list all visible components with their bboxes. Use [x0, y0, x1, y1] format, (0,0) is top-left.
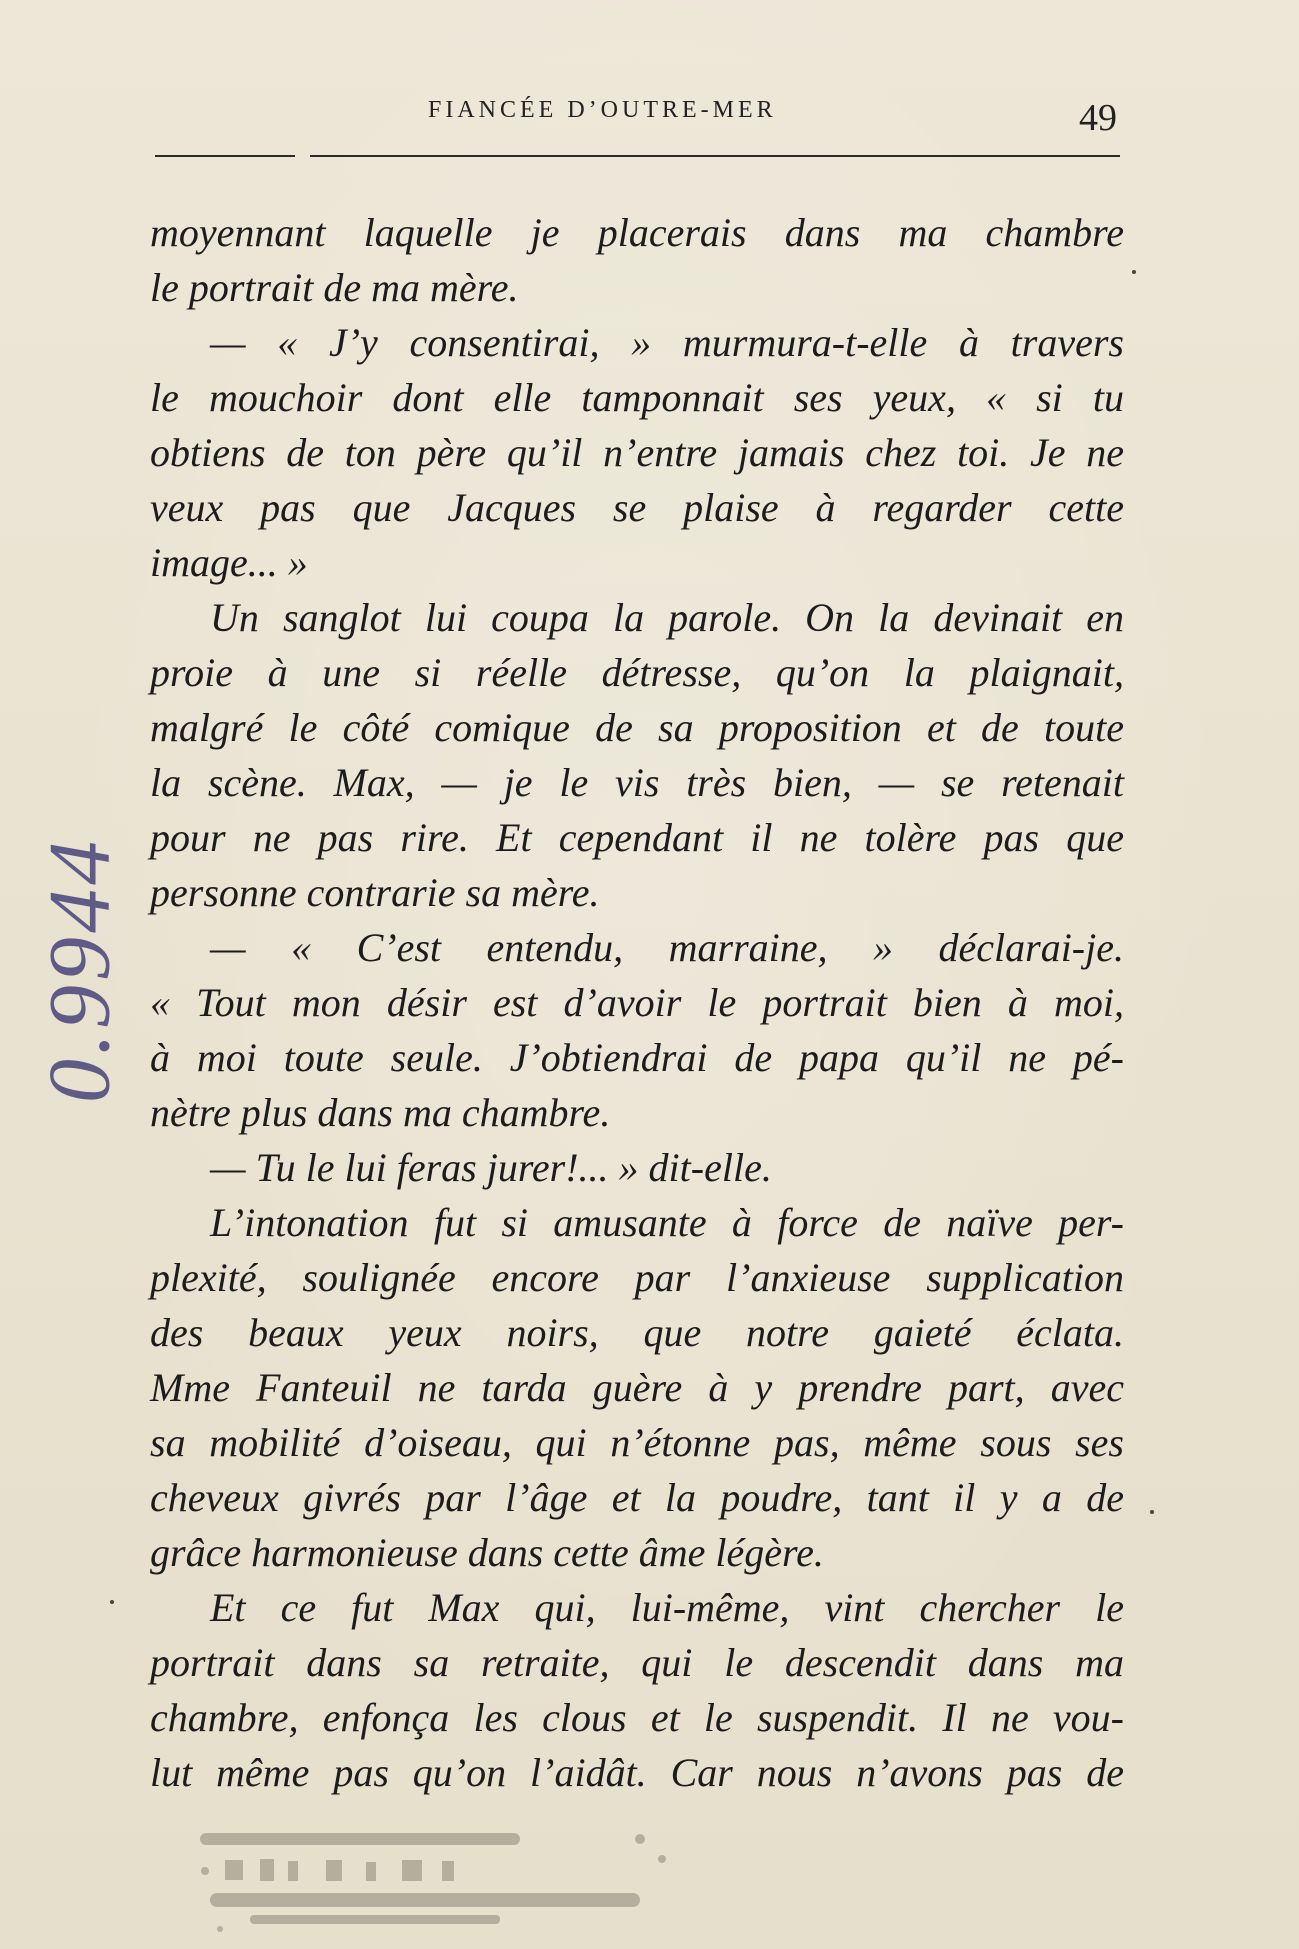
margin-note-text: 0.9944 [31, 837, 129, 1103]
running-title: FIANCÉE D’OUTRE-MER [428, 97, 777, 123]
header-rule-left [155, 155, 295, 157]
text-line: Et ce fut Max qui, lui-même, vint chercher le [210, 1585, 1124, 1630]
page-number: 49 [1079, 97, 1117, 139]
text-line: Mme Fanteuil ne tarda guère à y prendre part, avec [150, 1365, 1124, 1410]
text-line: image... » [150, 540, 308, 585]
handwritten-margin-note [31, 820, 129, 1120]
text-line: « Tout mon désir est d’avoir le portrait bien à moi, [150, 980, 1124, 1025]
text-line: cheveux givrés par l’âge et la poudre, tant il y a de [150, 1475, 1124, 1520]
text-line: portrait dans sa retraite, qui le descendit dans ma [150, 1640, 1124, 1685]
text-line: chambre, enfonça les clous et le suspendit. Il ne vou- [150, 1695, 1124, 1740]
text-line: malgré le côté comique de sa proposition et de toute [150, 705, 1124, 750]
stamp-graphic [190, 1815, 680, 1940]
text-line: le portrait de ma mère. [150, 265, 519, 310]
text-line: L’intonation fut si amusante à force de naïve per- [210, 1200, 1124, 1245]
text-line: à moi toute seule. J’obtiendrai de papa qu’il ne pé- [150, 1035, 1124, 1080]
header-rule-right [310, 155, 1120, 157]
text-line: le mouchoir dont elle tamponnait ses yeux, « si tu [150, 375, 1124, 420]
text-line: personne contrarie sa mère. [150, 870, 600, 915]
text-line: proie à une si réelle détresse, qu’on la plaignait, [150, 650, 1124, 695]
text-line: — Tu le lui feras jurer!... » dit-elle. [210, 1145, 772, 1190]
text-line: obtiens de ton père qu’il n’entre jamais chez toi. Je ne [150, 430, 1124, 475]
paper-speck [1150, 1510, 1154, 1514]
text-line: — « J’y consentirai, » murmura-t-elle à travers [210, 320, 1124, 365]
paper-speck [110, 1600, 114, 1604]
text-line: grâce harmonieuse dans cette âme légère. [150, 1530, 824, 1575]
text-line: Un sanglot lui coupa la parole. On la devinait en [210, 595, 1124, 640]
text-line: lut même pas qu’on l’aidât. Car nous n’avons pas de [150, 1750, 1124, 1795]
text-line: nètre plus dans ma chambre. [150, 1090, 611, 1135]
faded-library-stamp [190, 1815, 680, 1940]
text-line: — « C’est entendu, marraine, » déclarai-je. [210, 925, 1124, 970]
text-line: la scène. Max, — je le vis très bien, — se retenait [150, 760, 1124, 805]
text-line: pour ne pas rire. Et cependant il ne tolère pas que [150, 815, 1124, 860]
text-line: plexité, soulignée encore par l’anxieuse supplication [150, 1255, 1124, 1300]
body-text [150, 205, 1124, 1800]
text-line: des beaux yeux noirs, que notre gaieté éclata. [150, 1310, 1124, 1355]
text-line: sa mobilité d’oiseau, qui n’étonne pas, même sous ses [150, 1420, 1124, 1465]
text-line: moyennant laquelle je placerais dans ma chambre [150, 210, 1124, 255]
paper-speck [1132, 270, 1136, 274]
text-line: veux pas que Jacques se plaise à regarder cette [150, 485, 1124, 530]
